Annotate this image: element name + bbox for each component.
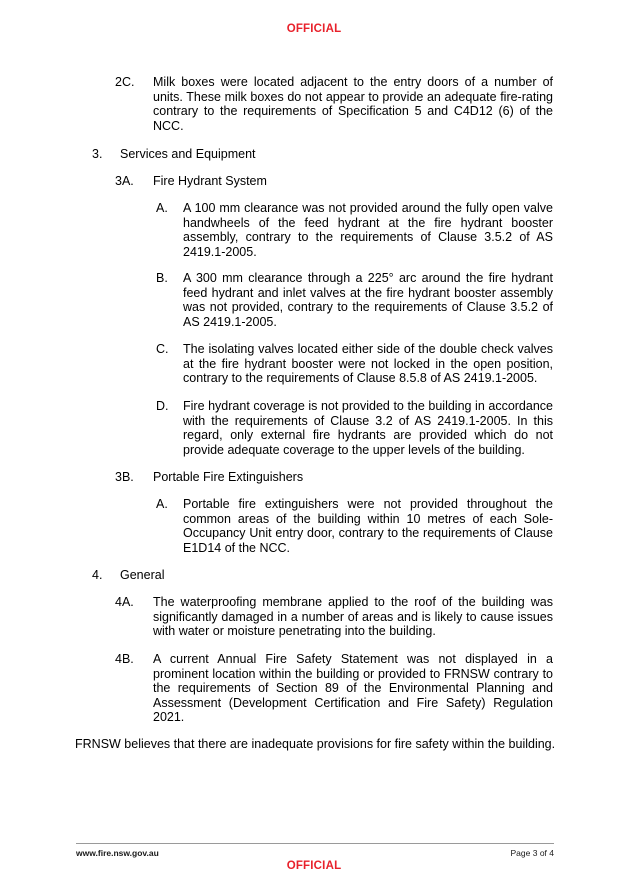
sub-3b-number: 3B. <box>115 470 134 484</box>
item-3a-b-letter: B. <box>156 271 168 285</box>
section-4-number: 4. <box>92 568 103 582</box>
item-3a-d-letter: D. <box>156 399 169 413</box>
sub-3a-number: 3A. <box>115 174 134 188</box>
conclusion-text: FRNSW believes that there are inadequate provisions for fire safety within the building. <box>75 737 556 751</box>
footer-divider <box>76 843 554 844</box>
item-2c-number: 2C. <box>115 75 135 89</box>
section-4-title: General <box>120 568 165 582</box>
item-4a-number: 4A. <box>115 595 134 609</box>
item-3a-a-letter: A. <box>156 201 168 215</box>
footer-page-number: Page 3 of 4 <box>510 848 554 858</box>
item-4b-text: A current Annual Fire Safety Statement was not displayed in a prominent location within the building or provided to FRNSW contrary to the requirements of Section 89 of the Environmental Planning and Assessment (Development Certification and Fire Safety) Regulation 2021. <box>153 652 553 724</box>
classification-header: OFFICIAL <box>286 23 342 35</box>
item-3a-c-letter: C. <box>156 342 169 356</box>
sub-3b-title: Portable Fire Extinguishers <box>153 470 304 484</box>
item-4b-number: 4B. <box>115 652 134 666</box>
item-3a-c-text: The isolating valves located either side of the double check valves at the fire hydrant booster were not locked in the open position, contrary to the requirements of Clause 8.5.8 of AS 2419.1-2005. <box>183 342 553 385</box>
footer-website-link[interactable]: www.fire.nsw.gov.au <box>76 848 159 858</box>
classification-footer: OFFICIAL <box>286 860 342 872</box>
item-3b-a-text: Portable fire extinguishers were not provided throughout the common areas of the building within 10 metres of each Sole-Occupancy Unit entry door, contrary to the requirements of Clause E1D14 of the NCC. <box>183 497 553 555</box>
item-3a-a-text: A 100 mm clearance was not provided around the fully open valve handwheels of the feed hydrant at the fire hydrant booster assembly, contrary to the requirements of Clause 3.5.2 of AS 2419.1-2005. <box>183 201 553 259</box>
item-3a-d-text: Fire hydrant coverage is not provided to the building in accordance with the requirements of Clause 3.2 of AS 2419.1-2005. In this regard, only external fire hydrants are provided which do not provide adequate coverage to the upper levels of the building. <box>183 399 553 457</box>
section-3-number: 3. <box>92 147 103 161</box>
sub-3a-title: Fire Hydrant System <box>153 174 267 188</box>
item-3b-a-letter: A. <box>156 497 168 511</box>
item-4a-text: The waterproofing membrane applied to the roof of the building was significantly damaged in a number of areas and is likely to cause issues with water or moisture penetrating into the building. <box>153 595 553 638</box>
section-3-title: Services and Equipment <box>120 147 256 161</box>
item-3a-b-text: A 300 mm clearance through a 225° arc around the fire hydrant feed hydrant and inlet valves at the fire hydrant booster assembly was not provided, contrary to the requirements of Clause 3.5.2 of AS 2419.1-2005. <box>183 271 553 329</box>
item-2c-text: Milk boxes were located adjacent to the entry doors of a number of units. These milk boxes do not appear to provide an adequate fire-rating contrary to the requirements of Specification 5 and C4D12 (6) of the NCC. <box>153 75 553 133</box>
